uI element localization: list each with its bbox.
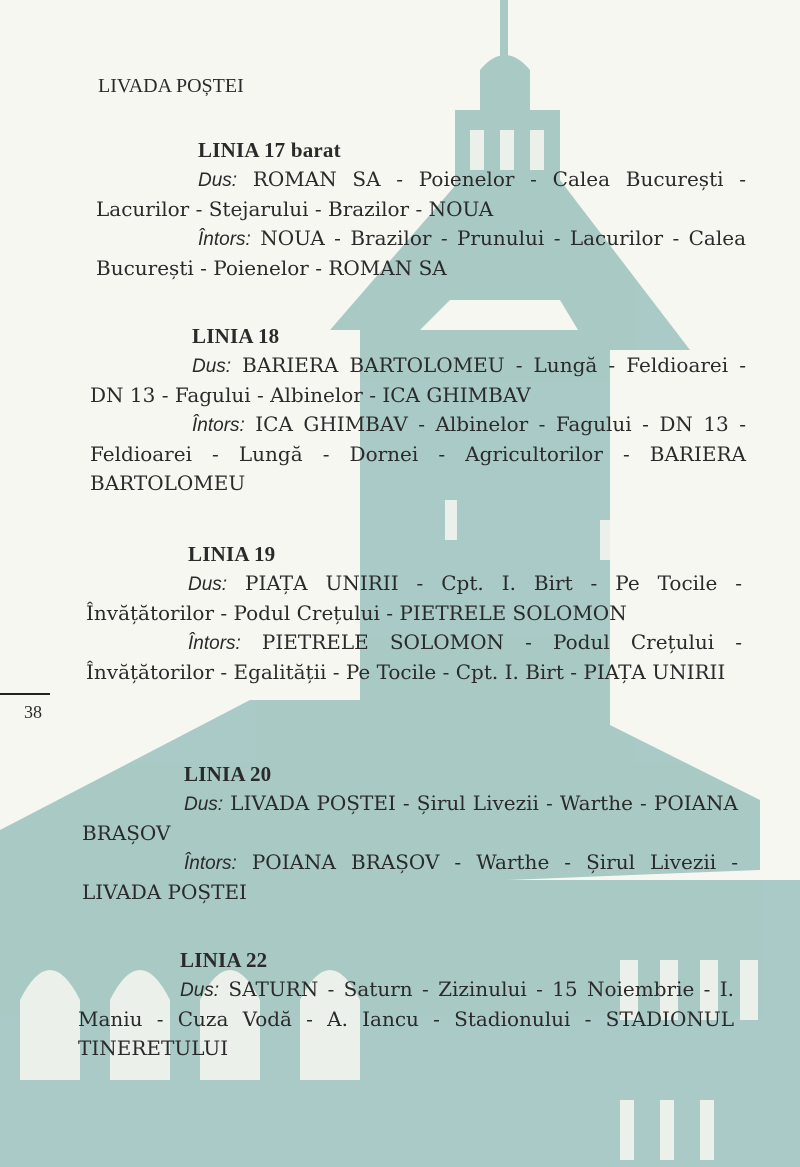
route-block-20 <box>82 760 738 907</box>
direction-stops: PIAȚA UNIRII - Cpt. I. Birt - Pe Tocile - Învățătorilor - Podul Crețului - PIETRELE SOLOMON <box>86 571 742 625</box>
margin-rule <box>0 693 50 695</box>
direction-label: Dus: <box>188 574 228 595</box>
route-direction-dus <box>90 351 746 410</box>
direction-stops: ICA GHIMBAV - Albinelor - Fagului - DN 13 - Feldioarei - Lungă - Dornei - Agricultorilor - BARIERA BARTOLOMEU <box>90 412 746 495</box>
direction-stops: PIETRELE SOLOMON - Podul Crețului - Învățătorilor - Egalității - Pe Tocile - Cpt. I. Birt - PIAȚA UNIRII <box>86 630 742 684</box>
route-direction-dus <box>86 569 742 628</box>
direction-label: Dus: <box>180 980 220 1001</box>
route-block-22 <box>78 946 734 1063</box>
direction-label: Întors: <box>198 229 251 250</box>
route-direction-intors <box>96 224 746 283</box>
direction-stops: SATURN - Saturn - Zizinului - 15 Noiembrie - I. Maniu - Cuza Vodă - A. Iancu - Stadionului - STADIONUL TINERETULUI <box>78 977 734 1060</box>
route-direction-intors <box>82 848 738 907</box>
route-title: LINIA 20 <box>184 762 272 786</box>
route-direction-intors <box>86 628 742 687</box>
direction-stops: POIANA BRAȘOV - Warthe - Șirul Livezii - LIVADA POȘTEI <box>82 850 738 904</box>
route-title: LINIA 18 <box>192 324 280 348</box>
route-title: LINIA 22 <box>180 948 268 972</box>
route-direction-dus <box>82 789 738 848</box>
page-number: 38 <box>24 702 42 722</box>
direction-label: Dus: <box>184 794 224 815</box>
direction-label: Întors: <box>192 415 245 436</box>
direction-stops: BARIERA BARTOLOMEU - Lungă - Feldioarei - DN 13 - Fagului - Albinelor - ICA GHIMBAV <box>90 353 746 407</box>
direction-label: Dus: <box>198 170 238 191</box>
route-direction-dus <box>96 165 746 224</box>
route-block-17b <box>96 136 746 283</box>
route-block-19 <box>86 540 742 687</box>
page-header: LIVADA POȘTEI <box>98 75 244 97</box>
route-direction-intors <box>90 410 746 498</box>
route-block-18 <box>90 322 746 498</box>
route-direction-dus <box>78 975 734 1063</box>
route-title: LINIA 17 barat <box>198 138 341 162</box>
route-title: LINIA 19 <box>188 542 276 566</box>
direction-label: Întors: <box>184 853 237 874</box>
direction-stops: LIVADA POȘTEI - Șirul Livezii - Warthe - POIANA BRAȘOV <box>82 791 738 845</box>
direction-label: Întors: <box>188 633 241 654</box>
direction-stops: NOUA - Brazilor - Prunului - Lacurilor - Calea București - Poienelor - ROMAN SA <box>96 226 746 280</box>
direction-label: Dus: <box>192 356 232 377</box>
direction-stops: ROMAN SA - Poienelor - Calea București - Lacurilor - Stejarului - Brazilor - NOUA <box>96 167 746 221</box>
